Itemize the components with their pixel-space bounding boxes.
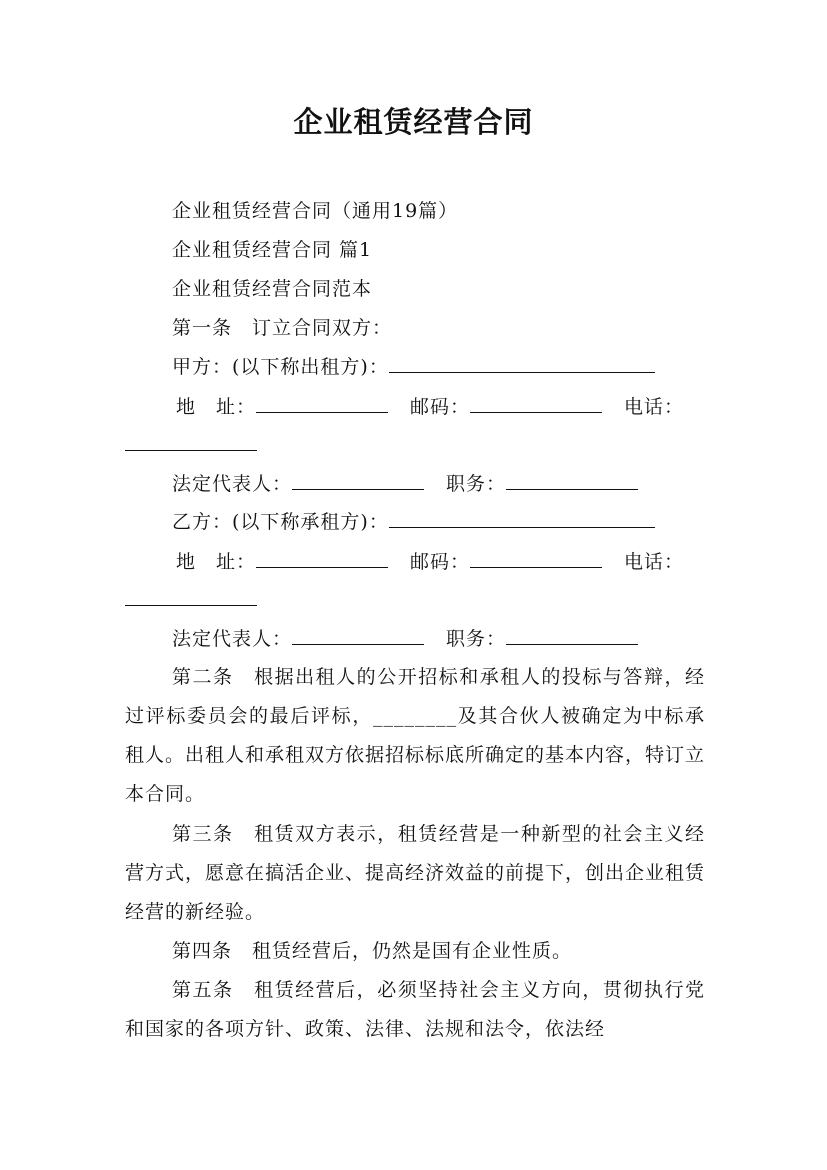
article-2: 第二条 根据出租人的公开招标和承租人的投标与答辩，经过评标委员会的最后评标，________及其合伙人被确定为中标承租人。出租人和承租双方依据招标标底所确定的基本内容，特订立本合同。 (125, 666, 706, 805)
document-title: 企业租赁经营合同 (293, 105, 534, 139)
party-a-position-label: 职务： (446, 473, 507, 495)
party-b-rep-blank (292, 620, 424, 645)
party-b-position-label: 职务： (446, 628, 507, 650)
party-a-contact-line (176, 388, 684, 426)
party-b-postcode-label: 邮码： (410, 551, 471, 573)
party-a-address-label: 地 址： (176, 396, 257, 418)
party-b-contact-line (176, 543, 684, 581)
party-b-phone-blank (125, 581, 257, 606)
party-b-rep-label: 法定代表人： (172, 628, 293, 650)
collection-heading: 企业租赁经营合同（通用19篇） (172, 200, 459, 222)
party-a-name-blank (389, 348, 655, 373)
chapter-heading: 企业租赁经营合同 篇1 (172, 239, 373, 261)
party-b-name-blank (389, 503, 655, 528)
article-4: 第四条 租赁经营后，仍然是国有企业性质。 (172, 940, 573, 962)
party-a-address-blank (256, 388, 388, 413)
article-1: 第一条 订立合同双方： (172, 317, 393, 339)
party-a-label: 甲方：(以下称出租方)： (172, 356, 389, 378)
party-a-phone-blank (125, 426, 257, 451)
party-b-line (172, 503, 655, 541)
party-b-rep-line (172, 620, 638, 658)
party-a-position-blank (506, 465, 638, 490)
party-b-phone-line (125, 581, 257, 619)
party-a-postcode-label: 邮码： (410, 396, 471, 418)
party-a-postcode-blank (470, 388, 602, 413)
party-b-address-label: 地 址： (176, 551, 257, 573)
party-a-rep-blank (292, 465, 424, 490)
party-b-address-blank (256, 543, 388, 568)
party-a-phone-label: 电话： (624, 396, 685, 418)
party-b-postcode-blank (470, 543, 602, 568)
party-b-position-blank (506, 620, 638, 645)
party-a-phone-line (125, 426, 257, 464)
sample-heading: 企业租赁经营合同范本 (172, 278, 373, 300)
party-a-rep-label: 法定代表人： (172, 473, 293, 495)
party-b-label: 乙方：(以下称承租方)： (172, 511, 389, 533)
party-a-line (172, 348, 655, 386)
article-3: 第三条 租赁双方表示，租赁经营是一种新型的社会主义经营方式，愿意在搞活企业、提高经济效益的前提下，创出企业租赁经营的新经验。 (125, 823, 706, 923)
article-5: 第五条 租赁经营后，必须坚持社会主义方向，贯彻执行党和国家的各项方针、政策、法律、法规和法令，依法经 (125, 979, 705, 1040)
party-a-rep-line (172, 465, 638, 503)
party-b-phone-label: 电话： (624, 551, 685, 573)
